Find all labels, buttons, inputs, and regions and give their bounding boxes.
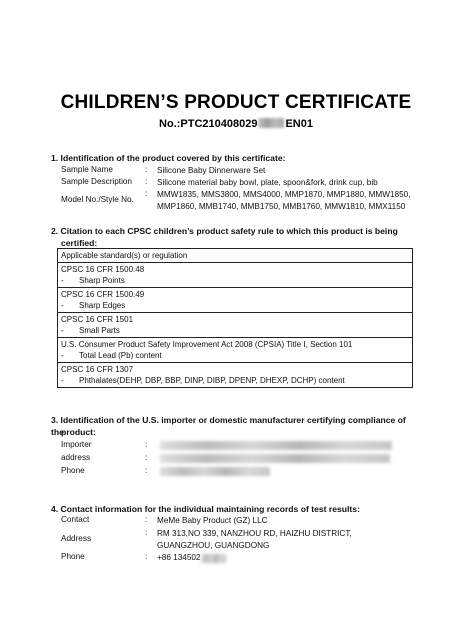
dash: - (61, 351, 64, 360)
section3-heading-line1: 3. Identification of the U.S. importer or domestic manufacturer certifying compliance of the (51, 415, 406, 437)
model-no-value-line1: MMW1835, MMS3800, MMS4000, MMP1870, MMP1880, MMW1850, (157, 190, 411, 199)
standards-table (57, 248, 413, 388)
redacted-block (160, 454, 390, 463)
importer-colon: : (145, 440, 148, 449)
importer-address-colon: : (145, 453, 148, 462)
dash: - (61, 376, 64, 385)
standard-test (61, 275, 409, 286)
table-cell (58, 363, 413, 388)
section4-heading: 4. Contact information for the individual maintaining records of test results: (51, 504, 360, 514)
table-row (58, 249, 413, 263)
standard-name: CPSC 16 CFR 1501 (61, 315, 134, 324)
standard-test-label: Total Lead (Pb) content (79, 351, 162, 360)
table-row (58, 363, 413, 388)
standard-test-label: Sharp Points (79, 276, 125, 285)
address-label: Address (61, 534, 92, 543)
certificate-number-suffix: EN01 (285, 118, 313, 130)
standard-test (61, 350, 409, 361)
sample-name-colon: : (145, 165, 148, 174)
address-value-line2: GUANGZHOU, GUANGDONG (157, 541, 270, 550)
phone-colon: : (145, 552, 148, 561)
section2-heading-line2: certified: (61, 238, 98, 248)
section1-heading: 1. Identification of the product covered by this certificate: (51, 153, 286, 163)
standard-test-label: Small Parts (79, 326, 120, 335)
standard-name: CPSC 16 CFR 1307 (61, 365, 134, 374)
address-colon: : (145, 528, 148, 537)
redacted-block (201, 554, 226, 563)
table-row (58, 338, 413, 363)
table-row (58, 288, 413, 313)
contact-colon: : (145, 515, 148, 524)
sample-name-value: Silicone Baby Dinnerware Set (157, 166, 266, 175)
sample-description-colon: : (145, 177, 148, 186)
standard-name: CPSC 16 CFR 1500.48 (61, 265, 145, 274)
certificate-number-prefix: No.:PTC210408029 (159, 118, 258, 130)
section2-heading-line1: 2. Citation to each CPSC children’s product safety rule to which this product is being (51, 226, 398, 236)
importer-phone-colon: : (145, 466, 148, 475)
sample-description-value: Silicone material baby bowl, plate, spoon&fork, drink cup, bib (157, 178, 378, 187)
dash: - (61, 276, 64, 285)
table-row (58, 263, 413, 288)
phone-label: Phone (61, 552, 85, 561)
sample-description-label: Sample Description (61, 177, 132, 186)
table-row (58, 313, 413, 338)
importer-label: Importer (61, 440, 92, 449)
model-no-colon: : (145, 189, 148, 198)
table-cell (58, 313, 413, 338)
section3-heading-line2: product: (61, 427, 96, 437)
table-cell (58, 263, 413, 288)
contact-value: MeMe Baby Product (GZ) LLC (157, 516, 268, 525)
standard-name: U.S. Consumer Product Safety Improvement Act 2008 (CPSIA) Title Ⅰ, Section 101 (61, 340, 353, 349)
standard-test-label: Sharp Edges (79, 301, 126, 310)
certificate-number (0, 118, 472, 130)
standard-test (61, 325, 409, 336)
redacted-block (160, 441, 392, 450)
model-no-value-line2: MMP1860, MMB1740, MMB1750, MMB1760, MMW1810, MMX1150 (157, 202, 406, 211)
standard-test (61, 300, 409, 311)
model-no-label: Model No./Style No. (61, 195, 134, 204)
table-cell (58, 249, 413, 263)
dash: - (61, 301, 64, 310)
page-title: CHILDREN’S PRODUCT CERTIFICATE (60, 92, 412, 113)
table-cell (58, 338, 413, 363)
phone-value: +86 134502 (157, 553, 201, 562)
dash: - (61, 326, 64, 335)
importer-address-label: address (61, 453, 91, 462)
redacted-block (160, 467, 270, 476)
standards-header: Applicable standard(s) or regulation (61, 251, 188, 260)
standard-test (61, 375, 409, 386)
contact-label: Contact (61, 515, 90, 524)
importer-phone-label: Phone (61, 466, 85, 475)
table-cell (58, 288, 413, 313)
standard-name: CPSC 16 CFR 1500.49 (61, 290, 145, 299)
redacted-block (258, 118, 284, 128)
standard-test-label: Phthalates(DEHP, DBP, BBP, DINP, DIBP, DPENP, DHEXP, DCHP) content (79, 376, 345, 385)
sample-name-label: Sample Name (61, 165, 113, 174)
address-value-line1: RM 313,NO 339, NANZHOU RD, HAIZHU DISTRICT, (157, 529, 352, 538)
